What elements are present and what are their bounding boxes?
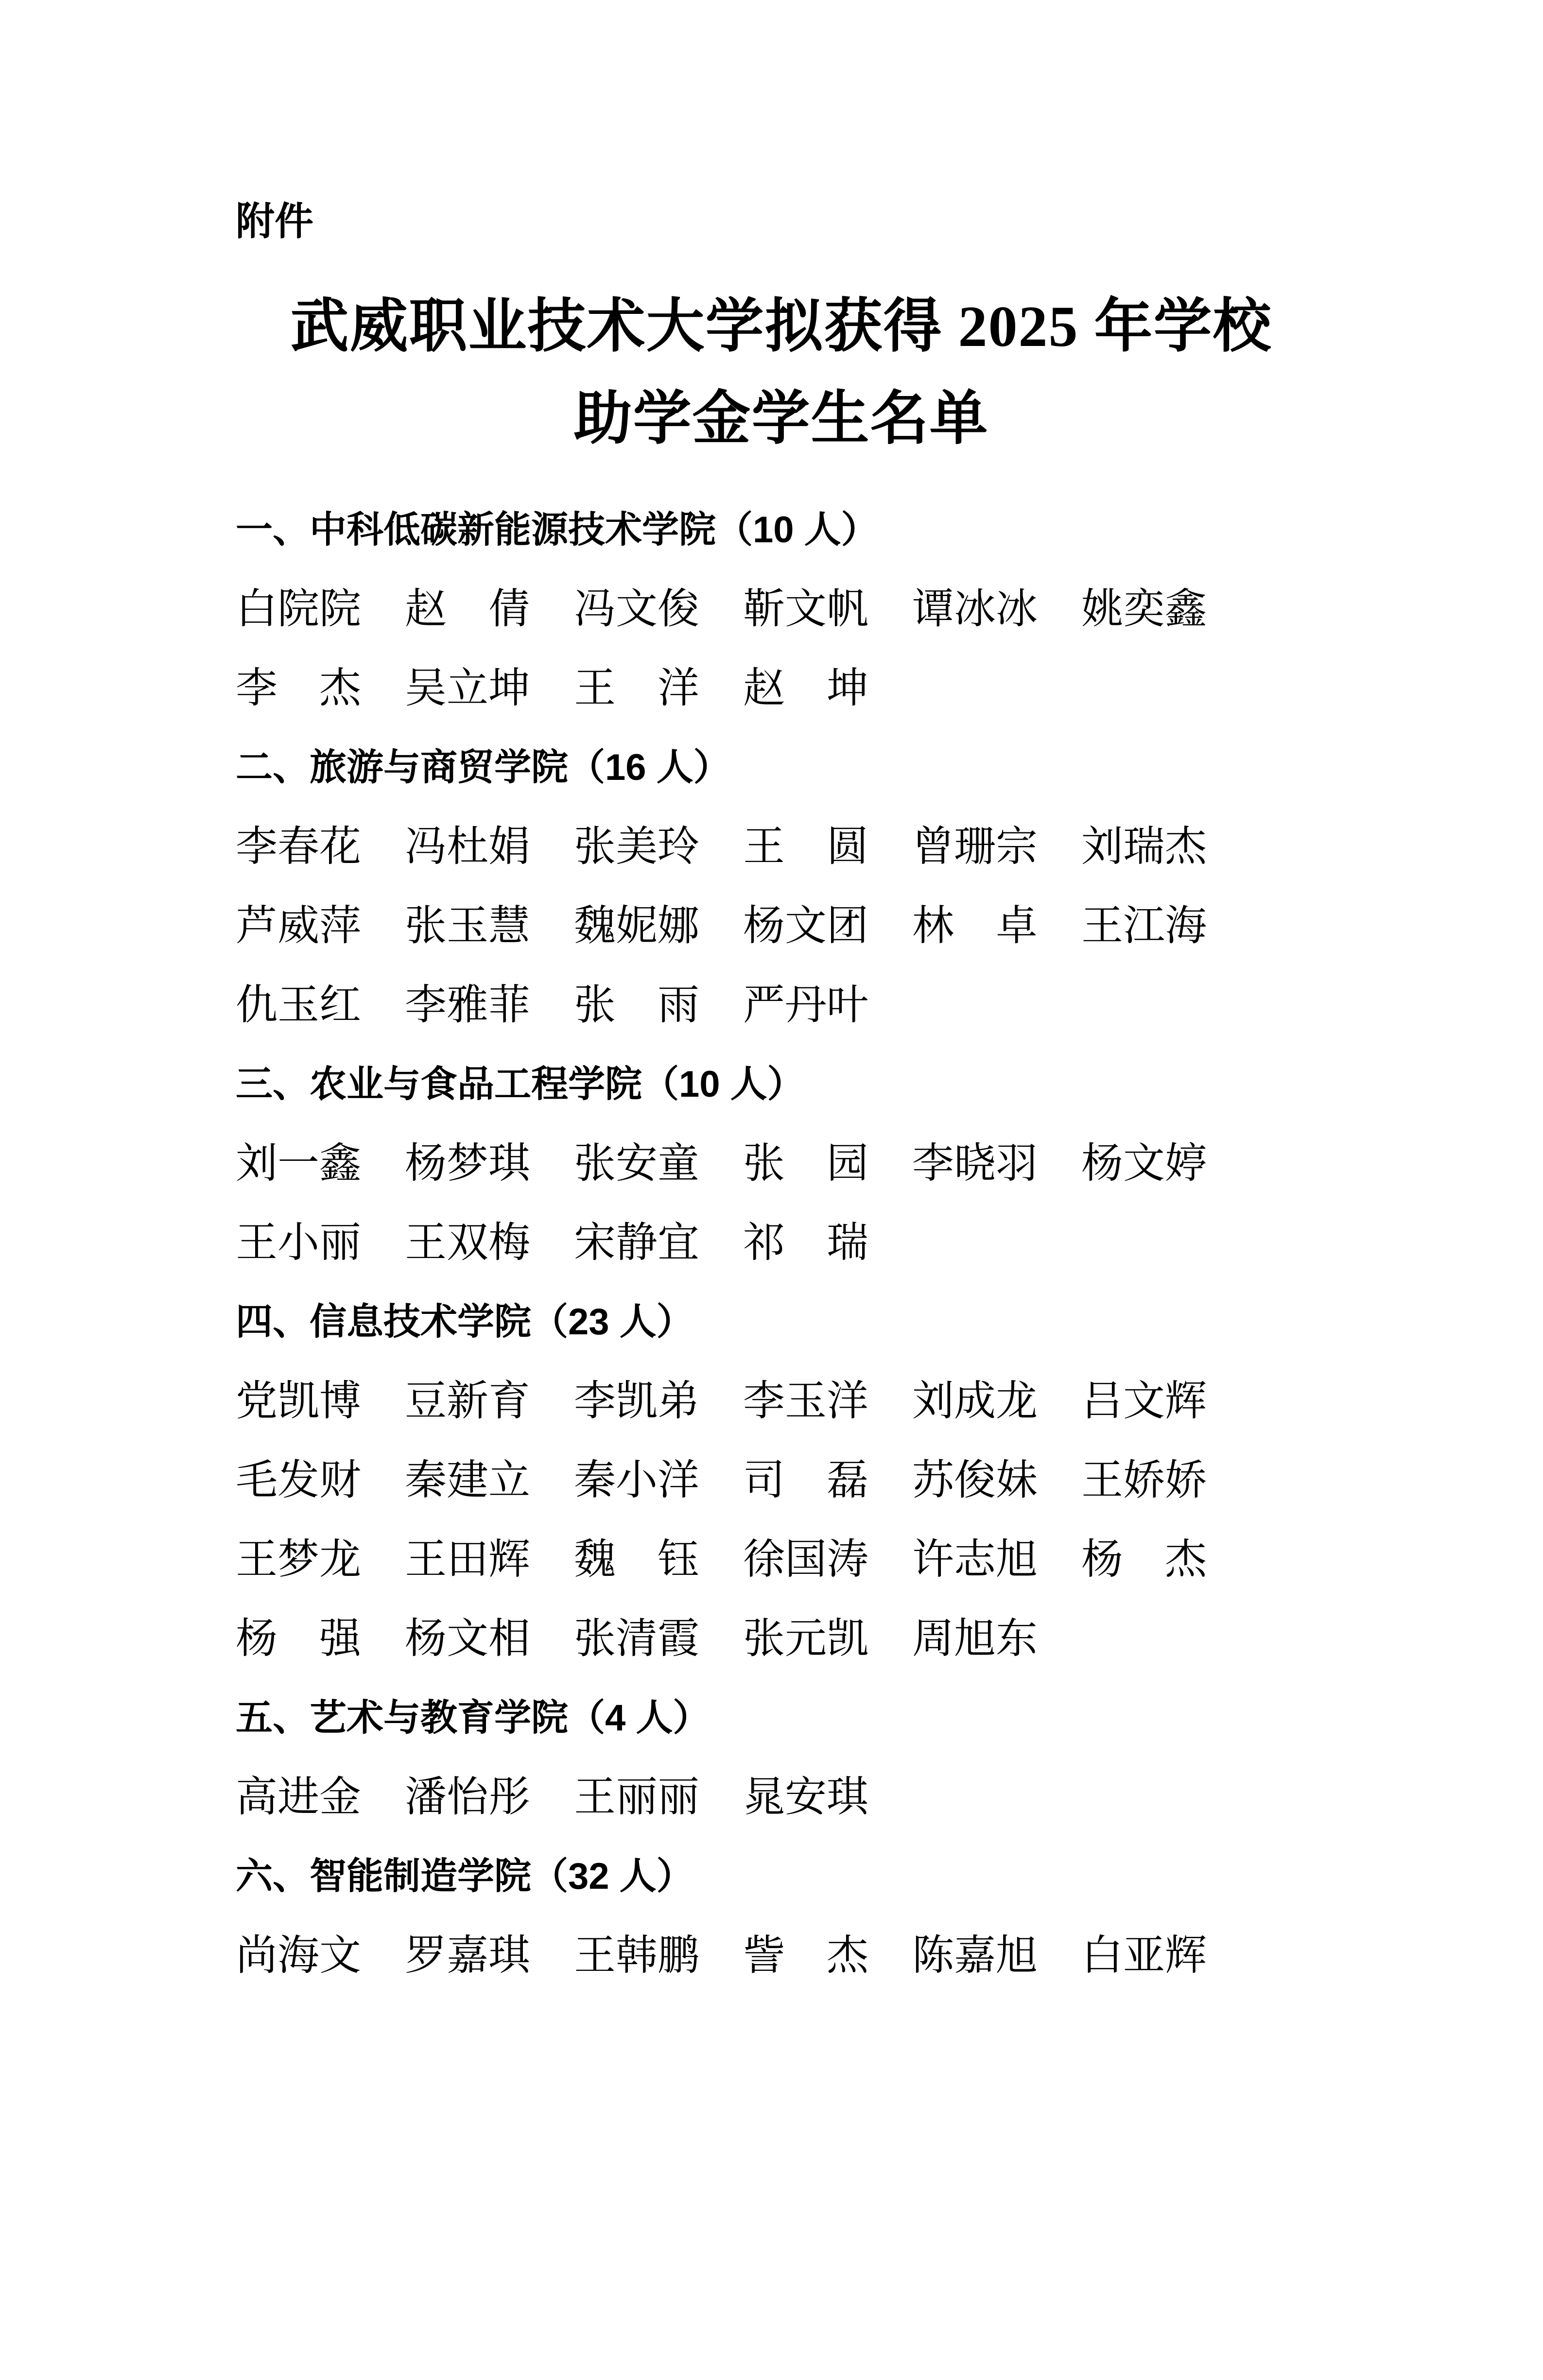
student-list [236, 490, 1327, 1995]
student-name: 吴立坤 [405, 665, 530, 711]
section-heading: 二、旅游与商贸学院（16 人） [236, 747, 730, 788]
document-page [0, 198, 1543, 2380]
name-row [236, 966, 1327, 1045]
student-name: 罗嘉琪 [405, 1932, 530, 1979]
student-name: 张 园 [743, 1140, 868, 1187]
student-name: 李晓羽 [912, 1140, 1038, 1187]
student-name: 张安童 [574, 1140, 699, 1187]
student-name: 尚海文 [236, 1932, 361, 1979]
student-name: 王双梅 [405, 1219, 530, 1266]
college-section [236, 1282, 1327, 1678]
section-heading: 五、艺术与教育学院（4 人） [236, 1697, 710, 1739]
student-name: 刘成龙 [912, 1378, 1038, 1424]
name-row [236, 649, 1327, 728]
student-name: 魏 钰 [574, 1536, 699, 1583]
student-name: 李凯弟 [574, 1378, 699, 1424]
student-name: 魏妮娜 [574, 902, 699, 949]
name-row [236, 1599, 1327, 1678]
student-name: 张清霞 [574, 1615, 699, 1662]
student-name: 李雅菲 [405, 982, 530, 1028]
student-name: 苏俊妹 [912, 1457, 1038, 1503]
student-name: 訾 杰 [743, 1932, 868, 1979]
student-name: 杨 强 [236, 1615, 361, 1662]
student-name: 张 雨 [574, 982, 699, 1028]
college-section [236, 1045, 1327, 1282]
name-row [236, 1520, 1327, 1599]
attachment-label: 附件 [236, 200, 313, 243]
student-name: 王 洋 [574, 665, 699, 711]
student-name: 杨文婷 [1081, 1140, 1207, 1187]
name-row [236, 1203, 1327, 1282]
name-row [236, 569, 1327, 649]
student-name: 王小丽 [236, 1219, 361, 1266]
student-name: 潘怡彤 [405, 1774, 530, 1820]
student-name: 司 磊 [743, 1457, 868, 1503]
section-heading: 三、农业与食品工程学院（10 人） [236, 1064, 804, 1105]
student-name: 白院院 [236, 586, 361, 632]
student-name: 豆新育 [405, 1378, 530, 1424]
student-name: 杨 杰 [1081, 1536, 1207, 1583]
college-section [236, 1837, 1327, 1995]
student-name: 祁 瑞 [743, 1219, 868, 1266]
student-name: 王江海 [1081, 902, 1207, 949]
student-name: 晁安琪 [743, 1774, 868, 1820]
student-name: 白亚辉 [1081, 1932, 1207, 1979]
student-name: 杨文相 [405, 1615, 530, 1662]
document-title-line1: 武威职业技术大学拟获得 2025 年学校 [290, 294, 1272, 359]
name-row [236, 807, 1327, 886]
student-name: 刘瑞杰 [1081, 823, 1207, 870]
student-name: 靳文帆 [743, 586, 868, 632]
student-name: 张元凯 [743, 1615, 868, 1662]
student-name: 许志旭 [912, 1536, 1038, 1583]
student-name: 王田辉 [405, 1536, 530, 1583]
student-name: 秦建立 [405, 1457, 530, 1503]
name-row [236, 1124, 1327, 1203]
student-name: 林 卓 [912, 902, 1038, 949]
student-name: 赵 坤 [743, 665, 868, 711]
student-name: 冯文俊 [574, 586, 699, 632]
student-name: 杨梦琪 [405, 1140, 530, 1187]
student-name: 李玉洋 [743, 1378, 868, 1424]
student-name: 秦小洋 [574, 1457, 699, 1503]
student-name: 吕文辉 [1081, 1378, 1207, 1424]
name-row [236, 1916, 1327, 1995]
name-row [236, 1441, 1327, 1520]
student-name: 高进金 [236, 1774, 361, 1820]
section-heading: 一、中科低碳新能源技术学院（10 人） [236, 509, 878, 551]
student-name: 王丽丽 [574, 1774, 699, 1820]
student-name: 李 杰 [236, 665, 361, 711]
document-title [236, 280, 1327, 465]
college-section [236, 728, 1327, 1045]
name-row [236, 886, 1327, 966]
college-section [236, 1678, 1327, 1837]
student-name: 王娇娇 [1081, 1457, 1207, 1503]
student-name: 张玉慧 [405, 902, 530, 949]
section-heading: 四、信息技术学院（23 人） [236, 1301, 693, 1343]
student-name: 谭冰冰 [912, 586, 1038, 632]
student-name: 姚奕鑫 [1081, 586, 1207, 632]
student-name: 王 圆 [743, 823, 868, 870]
student-name: 李春花 [236, 823, 361, 870]
student-name: 杨文团 [743, 902, 868, 949]
student-name: 冯杜娟 [405, 823, 530, 870]
student-name: 周旭东 [912, 1615, 1038, 1662]
student-name: 张美玲 [574, 823, 699, 870]
student-name: 党凯博 [236, 1378, 361, 1424]
student-name: 曾珊宗 [912, 823, 1038, 870]
section-heading: 六、智能制造学院（32 人） [236, 1856, 693, 1897]
student-name: 宋静宜 [574, 1219, 699, 1266]
document-title-line2: 助学金学生名单 [573, 386, 989, 451]
student-name: 仇玉红 [236, 982, 361, 1028]
student-name: 赵 倩 [405, 586, 530, 632]
name-row [236, 1362, 1327, 1441]
student-name: 毛发财 [236, 1457, 361, 1503]
college-section [236, 490, 1327, 728]
student-name: 刘一鑫 [236, 1140, 361, 1187]
student-name: 严丹叶 [743, 982, 868, 1028]
student-name: 芦威萍 [236, 902, 361, 949]
student-name: 王韩鹏 [574, 1932, 699, 1979]
student-name: 王梦龙 [236, 1536, 361, 1583]
student-name: 陈嘉旭 [912, 1932, 1038, 1979]
student-name: 徐国涛 [743, 1536, 868, 1583]
name-row [236, 1758, 1327, 1837]
